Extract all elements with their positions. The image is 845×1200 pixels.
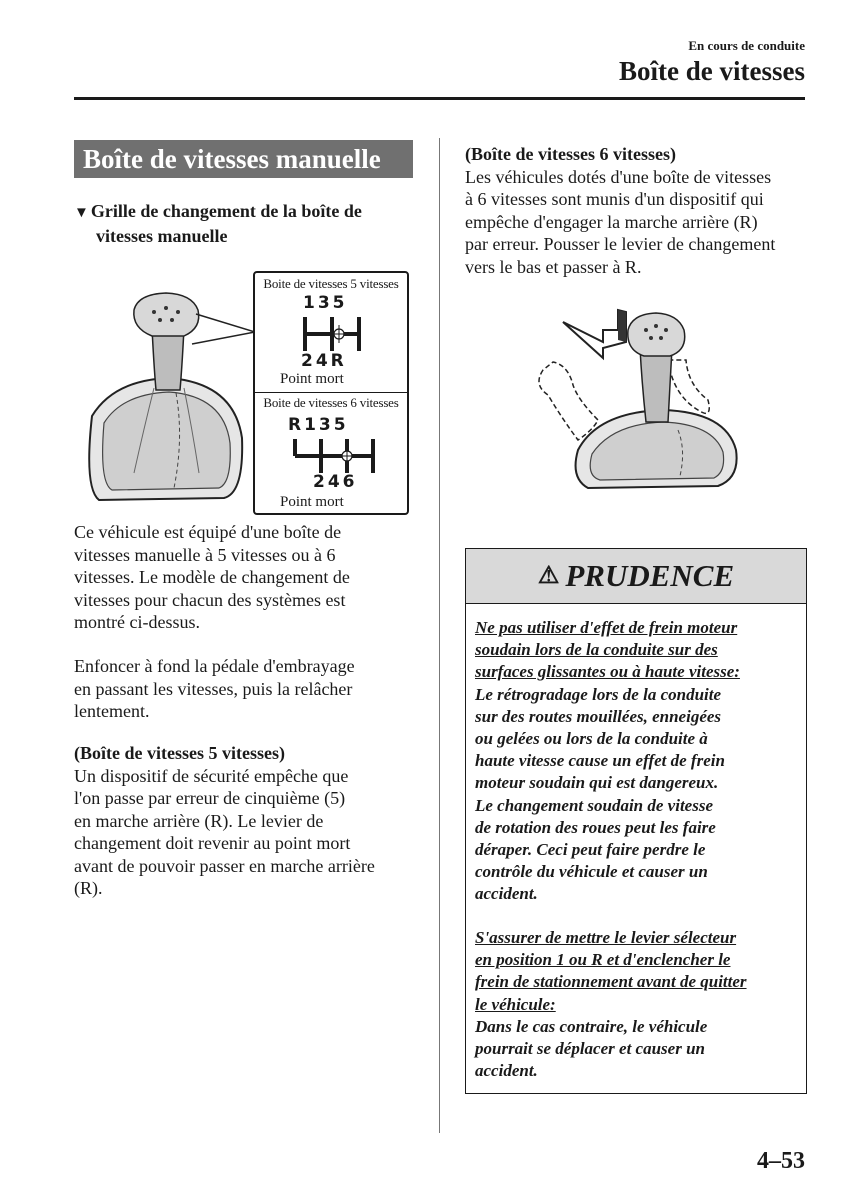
caution-title: PRUDENCE — [565, 558, 735, 593]
six-speed-paragraph: (Boîte de vitesses 6 vitesses) Les véhicules dotés d'une boîte de vitesses à 6 vitesses sont munis d'un dispositif qui empêche d'engager la marche arrière (R) par erreur. Pousser le levier de changement vers le bas et passer à R. — [465, 143, 810, 278]
chapter-label: En cours de conduite — [688, 38, 805, 53]
five-speed-heading: (Boîte de vitesses 5 vitesses) — [74, 743, 285, 763]
shift-5-gate-diagram — [299, 315, 371, 353]
shift-pattern-box — [253, 271, 409, 515]
triangle-bullet-icon: ▼ — [74, 205, 89, 221]
clutch-paragraph: Enfoncer à fond la pédale d'embrayage en passant les vitesses, puis la relâcher lentement. — [74, 656, 355, 721]
reverse-shift-illustration — [518, 300, 748, 500]
section-heading: Boîte de vitesses — [619, 56, 805, 86]
shift-5-bottom-gears: 24R — [301, 351, 347, 371]
shift-6-label: Boite de vitesses 6 vitesses — [263, 395, 399, 410]
shift-6-top-gears: R135 — [288, 415, 349, 435]
subsection-title: ▼ Grille de changement de la boîte de vitesses manuelle — [74, 201, 362, 246]
caution-block-1: Ne pas utiliser d'effet de frein moteur soudain lors de la conduite sur des surfaces glissantes ou à haute vitesse: Le rétrogradage lors de la conduite sur des routes mouillées, enneigées ou gelées ou lors de la conduite à haute vitesse cause un effet de frein moteur soudain qui est dangereux. Le changement soudain de vitesse de rotation des roues peut les faire déraper. Ceci peut faire perdre le contrôle du véhicule et causer un accident. — [475, 618, 740, 904]
six-speed-heading: (Boîte de vitesses 6 vitesses) — [465, 144, 676, 164]
column-divider — [439, 138, 440, 1133]
shift-6-neutral-label: Point mort — [280, 494, 344, 510]
intro-paragraph: Ce véhicule est équipé d'une boîte de vitesses manuelle à 5 vitesses ou à 6 vitesses. Le modèle de changement de vitesses pour chacun des systèmes est montré ci-dessus. — [74, 522, 350, 632]
shift-5-label: Boite de vitesses 5 vitesses — [263, 276, 399, 291]
page-number: 4–53 — [757, 1148, 805, 1174]
shift-6-bottom-gears: 246 — [313, 472, 358, 492]
shift-box-divider — [255, 392, 407, 393]
caution-box — [465, 548, 807, 1094]
header-divider — [74, 97, 805, 100]
warning-triangle-icon: ⚠ — [537, 563, 560, 589]
shift-5-top-gears: 135 — [303, 293, 348, 313]
shift-6-gate-diagram — [289, 437, 381, 475]
gear-knob-illustration — [74, 288, 264, 513]
caution-header — [466, 549, 806, 604]
five-speed-paragraph: (Boîte de vitesses 5 vitesses) Un dispositif de sécurité empêche que l'on passe par erreur de cinquième (5) en marche arrière (R). Le levier de changement doit revenir au point mort avant de pouvoir passer en marche arrière (R). — [74, 742, 419, 900]
shift-5-neutral-label: Point mort — [280, 371, 344, 387]
caution-block-2: S'assurer de mettre le levier sélecteur en position 1 ou R et d'enclencher le frein de stationnement avant de quitter le véhicule: Dans le cas contraire, le véhicule pourrait se déplacer et causer un accident. — [475, 928, 747, 1081]
section-title: Boîte de vitesses manuelle — [74, 140, 413, 178]
